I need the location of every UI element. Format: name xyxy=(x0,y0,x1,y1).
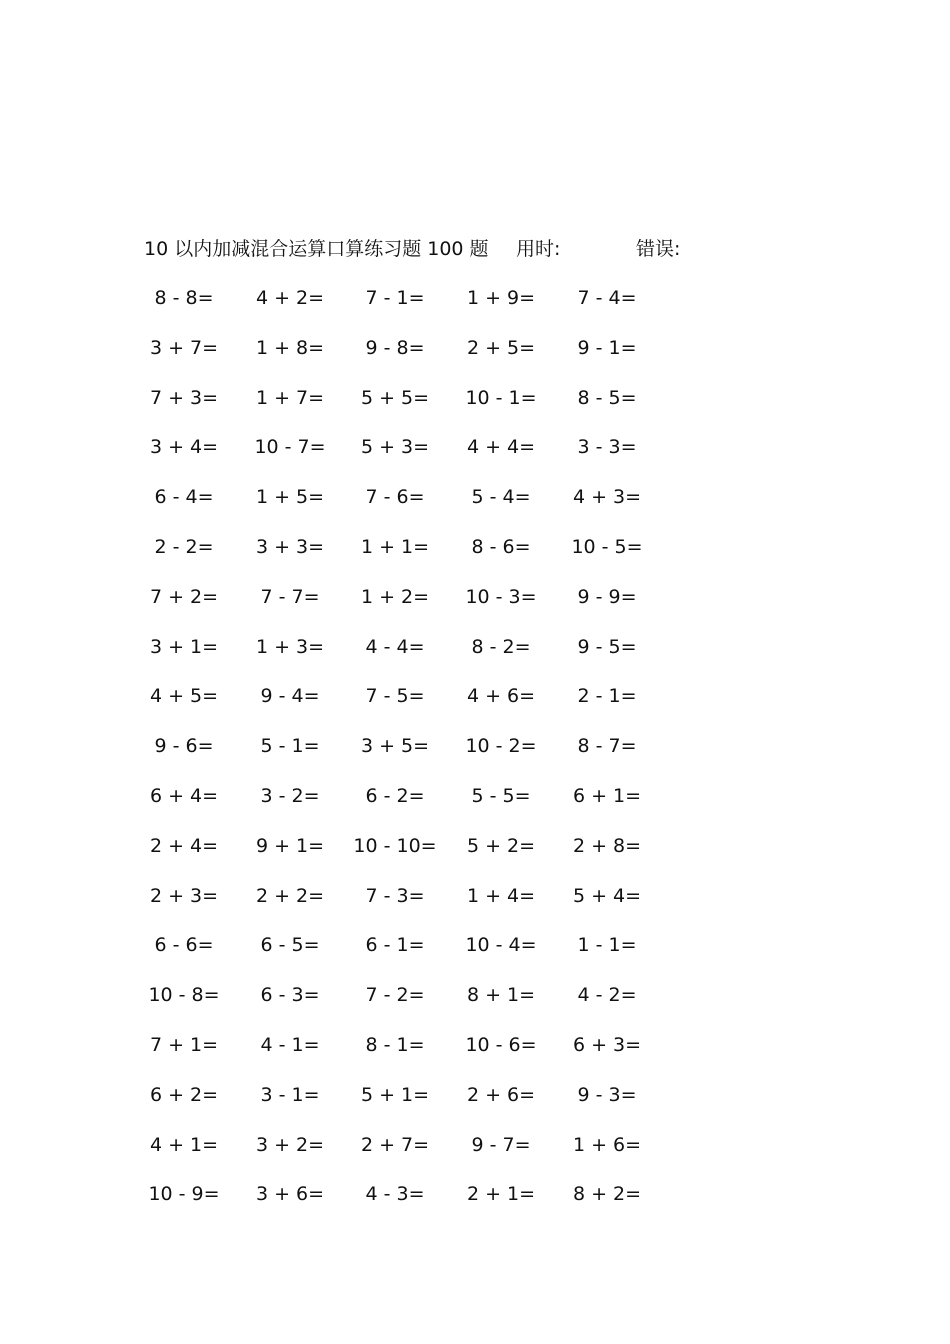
problem-row xyxy=(0,1181,950,1231)
problem-item: 3 + 4= xyxy=(149,436,219,459)
problem-row xyxy=(0,434,950,484)
problem-item: 7 + 3= xyxy=(149,386,219,409)
problem-item: 10 - 8= xyxy=(148,984,220,1007)
problem-row xyxy=(0,733,950,783)
problem-item: 9 - 8= xyxy=(365,336,425,359)
problem-item: 1 + 1= xyxy=(360,535,430,558)
problem-item: 3 + 5= xyxy=(360,735,430,758)
problem-item: 9 - 3= xyxy=(577,1083,637,1106)
problem-row xyxy=(0,883,950,933)
problem-row xyxy=(0,783,950,833)
problem-item: 9 - 5= xyxy=(577,635,637,658)
problem-row xyxy=(0,584,950,634)
problem-item: 1 + 5= xyxy=(255,486,325,509)
problem-item: 4 - 1= xyxy=(260,1033,320,1056)
problem-item: 7 + 1= xyxy=(149,1033,219,1056)
problem-item: 8 - 8= xyxy=(154,287,214,309)
problem-row xyxy=(0,833,950,883)
problem-item: 2 - 2= xyxy=(154,535,214,558)
problem-item: 1 + 3= xyxy=(255,635,325,658)
problem-item: 5 + 3= xyxy=(360,436,430,459)
problem-item: 2 + 3= xyxy=(149,884,219,907)
problem-item: 5 - 5= xyxy=(471,784,531,807)
problem-item: 4 - 2= xyxy=(577,984,637,1007)
problem-item: 6 + 2= xyxy=(149,1083,219,1106)
problem-row xyxy=(0,932,950,982)
problem-item: 2 + 7= xyxy=(360,1133,430,1156)
problem-item: 4 + 6= xyxy=(466,685,536,708)
problem-item: 8 + 1= xyxy=(466,984,536,1007)
problem-item: 6 - 6= xyxy=(154,934,214,957)
problem-item: 4 + 5= xyxy=(149,685,219,708)
error-count-label: 错误: xyxy=(636,238,681,260)
problem-item: 1 + 6= xyxy=(572,1133,642,1156)
problem-item: 2 + 2= xyxy=(255,884,325,907)
problem-row xyxy=(0,534,950,584)
problem-item: 5 - 1= xyxy=(260,735,320,758)
problem-row xyxy=(0,1082,950,1132)
problem-item: 4 - 4= xyxy=(365,635,425,658)
problem-item: 10 - 1= xyxy=(465,386,537,409)
problem-item: 1 + 9= xyxy=(466,287,536,309)
problem-item: 5 + 2= xyxy=(466,834,536,857)
problem-item: 6 + 1= xyxy=(572,784,642,807)
problem-item: 9 + 1= xyxy=(255,834,325,857)
problem-item: 2 + 4= xyxy=(149,834,219,857)
problem-item: 8 - 1= xyxy=(365,1033,425,1056)
problem-row xyxy=(0,1132,950,1182)
problem-item: 2 + 6= xyxy=(466,1083,536,1106)
problem-item: 5 + 4= xyxy=(572,884,642,907)
problem-item: 4 + 2= xyxy=(255,287,325,309)
problem-item: 5 - 4= xyxy=(471,486,531,509)
problem-row xyxy=(0,634,950,684)
problem-item: 1 + 8= xyxy=(255,336,325,359)
problem-item: 6 - 2= xyxy=(365,784,425,807)
problem-grid xyxy=(0,285,950,1231)
problem-row xyxy=(0,683,950,733)
problem-item: 9 - 7= xyxy=(471,1133,531,1156)
problem-item: 8 - 6= xyxy=(471,535,531,558)
problem-item: 3 + 3= xyxy=(255,535,325,558)
problem-item: 7 - 5= xyxy=(365,685,425,708)
problem-item: 1 + 2= xyxy=(360,585,430,608)
problem-row xyxy=(0,484,950,534)
problem-item: 3 - 3= xyxy=(577,436,637,459)
problem-item: 3 - 2= xyxy=(260,784,320,807)
problem-item: 2 + 5= xyxy=(466,336,536,359)
problem-item: 7 - 2= xyxy=(365,984,425,1007)
problem-item: 8 + 2= xyxy=(572,1183,642,1206)
problem-item: 10 - 6= xyxy=(465,1033,537,1056)
problem-item: 4 + 4= xyxy=(466,436,536,459)
problem-item: 5 + 5= xyxy=(360,386,430,409)
problem-item: 3 + 7= xyxy=(149,336,219,359)
problem-item: 2 + 1= xyxy=(466,1183,536,1206)
problem-item: 8 - 2= xyxy=(471,635,531,658)
problem-row xyxy=(0,982,950,1032)
problem-item: 7 - 4= xyxy=(577,287,637,309)
problem-item: 2 + 8= xyxy=(572,834,642,857)
worksheet-title: 10 以内加减混合运算口算练习题 100 题 xyxy=(144,238,489,260)
problem-item: 10 - 5= xyxy=(571,535,643,558)
problem-item: 10 - 4= xyxy=(465,934,537,957)
problem-item: 9 - 6= xyxy=(154,735,214,758)
problem-item: 8 - 7= xyxy=(577,735,637,758)
problem-item: 7 - 3= xyxy=(365,884,425,907)
problem-item: 1 + 7= xyxy=(255,386,325,409)
problem-row xyxy=(0,285,950,335)
problem-item: 7 - 1= xyxy=(365,287,425,309)
problem-item: 4 + 1= xyxy=(149,1133,219,1156)
problem-item: 6 - 1= xyxy=(365,934,425,957)
problem-row xyxy=(0,1032,950,1082)
problem-item: 6 - 3= xyxy=(260,984,320,1007)
problem-item: 7 - 7= xyxy=(260,585,320,608)
problem-item: 10 - 3= xyxy=(465,585,537,608)
problem-item: 10 - 9= xyxy=(148,1183,220,1206)
worksheet-header xyxy=(144,236,681,262)
problem-item: 3 + 6= xyxy=(255,1183,325,1206)
problem-item: 7 + 2= xyxy=(149,585,219,608)
problem-row xyxy=(0,335,950,385)
problem-item: 6 - 4= xyxy=(154,486,214,509)
problem-row xyxy=(0,385,950,435)
problem-item: 3 + 2= xyxy=(255,1133,325,1156)
problem-item: 7 - 6= xyxy=(365,486,425,509)
problem-item: 9 - 9= xyxy=(577,585,637,608)
problem-item: 9 - 4= xyxy=(260,685,320,708)
problem-item: 4 + 3= xyxy=(572,486,642,509)
problem-item: 4 - 3= xyxy=(365,1183,425,1206)
time-used-label: 用时: xyxy=(516,238,561,260)
problem-item: 1 - 1= xyxy=(577,934,637,957)
problem-item: 3 - 1= xyxy=(260,1083,320,1106)
problem-item: 6 + 4= xyxy=(149,784,219,807)
problem-item: 8 - 5= xyxy=(577,386,637,409)
problem-item: 10 - 10= xyxy=(353,834,437,857)
problem-item: 6 - 5= xyxy=(260,934,320,957)
problem-item: 10 - 7= xyxy=(254,436,326,459)
problem-item: 2 - 1= xyxy=(577,685,637,708)
problem-item: 10 - 2= xyxy=(465,735,537,758)
problem-item: 3 + 1= xyxy=(149,635,219,658)
problem-item: 1 + 4= xyxy=(466,884,536,907)
problem-item: 6 + 3= xyxy=(572,1033,642,1056)
problem-item: 5 + 1= xyxy=(360,1083,430,1106)
problem-item: 9 - 1= xyxy=(577,336,637,359)
